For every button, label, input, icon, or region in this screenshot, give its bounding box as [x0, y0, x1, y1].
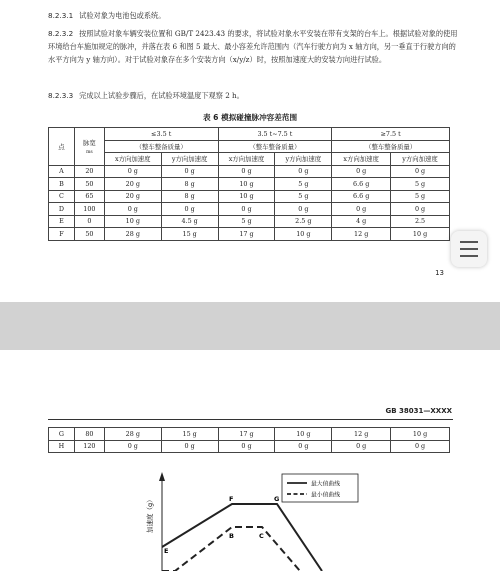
- table-cell: 10 g: [104, 215, 161, 228]
- table-cell: 6.6 g: [332, 190, 391, 203]
- table-caption: 表 6 模拟碰撞脉冲容差范围: [202, 113, 298, 122]
- header-pulse-unit: ms: [86, 149, 93, 155]
- standard-number: GB 38031—XXXX: [385, 407, 452, 415]
- hamburger-icon-bar: [460, 248, 478, 250]
- table-cell: 10 g: [391, 428, 450, 441]
- table-cell: H: [49, 440, 75, 453]
- clause-number: 8.2.3.3: [48, 91, 74, 100]
- clause-number: 8.2.3.1: [48, 11, 74, 20]
- header-mass: （整车整备质量）: [332, 140, 450, 153]
- table-cell: 2.5 g: [275, 215, 332, 228]
- table-cell: 50: [74, 178, 104, 191]
- paragraph-8-2-3-3: [48, 89, 463, 102]
- pulse-figure: [0, 350, 500, 571]
- table-cell: 0 g: [161, 440, 218, 453]
- table-cell: 120: [74, 440, 104, 453]
- table-cell: 0 g: [332, 203, 391, 216]
- header-y: y方向加速度: [275, 153, 332, 166]
- table-cell: 0 g: [391, 165, 450, 178]
- table-cell: 0 g: [218, 165, 275, 178]
- table-cell: 20 g: [104, 178, 161, 191]
- header-x: x方向加速度: [332, 153, 391, 166]
- table-cell: 0 g: [275, 440, 332, 453]
- header-pulse-label: 脉宽: [83, 138, 96, 147]
- hamburger-icon-bar: [460, 255, 478, 257]
- table-cell: 0 g: [218, 203, 275, 216]
- table-cell: 8 g: [161, 178, 218, 191]
- table-cell: 10 g: [275, 428, 332, 441]
- table-cell: 0 g: [391, 440, 450, 453]
- legend-min-label: 最小值曲线: [311, 492, 340, 499]
- legend-max-label: 最大值曲线: [311, 481, 340, 488]
- paragraph-8-2-3-2: [48, 27, 463, 66]
- table-cell: 5 g: [218, 215, 275, 228]
- table-cell: 50: [74, 228, 104, 241]
- table-cell: 0 g: [391, 203, 450, 216]
- table-cell: 5 g: [391, 190, 450, 203]
- document-page-2: [0, 350, 500, 571]
- header-x: x方向加速度: [218, 153, 275, 166]
- table-cell: 12 g: [332, 228, 391, 241]
- table-cell: 4.5 g: [161, 215, 218, 228]
- table-body: [49, 165, 450, 240]
- table-cell: 0 g: [275, 165, 332, 178]
- point-label-f: F: [229, 495, 234, 503]
- table-cell: 10 g: [218, 190, 275, 203]
- table-cell: 6.6 g: [332, 178, 391, 191]
- table-cell: 12 g: [332, 428, 391, 441]
- clause-text: 完成以上试验步骤后，在试验环境温度下观察 2 h。: [79, 91, 244, 100]
- table-cell: E: [49, 215, 75, 228]
- table-cell: 0 g: [161, 165, 218, 178]
- hamburger-icon: [460, 241, 478, 243]
- table-cell: 17 g: [218, 428, 275, 441]
- table-row: [49, 190, 450, 203]
- header-point: 点: [49, 128, 75, 166]
- y-axis-arrow: [159, 472, 165, 481]
- table-cell: 10 g: [218, 178, 275, 191]
- point-label-g: G: [274, 495, 280, 503]
- table-cell: 28 g: [104, 428, 161, 441]
- header-y: y方向加速度: [161, 153, 218, 166]
- table-cell: 0 g: [275, 203, 332, 216]
- table-cell: 20 g: [104, 190, 161, 203]
- clause-number: 8.2.3.2: [48, 29, 74, 38]
- table-cell: D: [49, 203, 75, 216]
- table-row: [49, 228, 450, 241]
- table-cell: 0 g: [104, 440, 161, 453]
- table-cell: 0 g: [332, 440, 391, 453]
- header-pulse: [74, 128, 104, 166]
- table-cell: 28 g: [104, 228, 161, 241]
- table-cell: 65: [74, 190, 104, 203]
- header-group-1: ≤3.5 t: [104, 128, 218, 141]
- table-cell: 0 g: [104, 165, 161, 178]
- table-cell: A: [49, 165, 75, 178]
- table-cell: 5 g: [275, 190, 332, 203]
- tolerance-table: [48, 127, 450, 241]
- table-cell: 0: [74, 215, 104, 228]
- paragraph-8-2-3-1: [48, 9, 463, 22]
- point-label-b: B: [229, 532, 234, 540]
- table-cell: 20: [74, 165, 104, 178]
- table-row: [49, 215, 450, 228]
- table-cell: 0 g: [161, 203, 218, 216]
- table-cell: 0 g: [218, 440, 275, 453]
- clause-text: 试验对象为电池包或系统。: [79, 11, 166, 20]
- table-cell: B: [49, 178, 75, 191]
- point-label-c: C: [259, 532, 264, 540]
- page-number: 13: [435, 269, 444, 277]
- header-mass: （整车整备质量）: [218, 140, 332, 153]
- table-cell: C: [49, 190, 75, 203]
- table-cell: G: [49, 428, 75, 441]
- max-curve: [162, 504, 322, 571]
- table-cell: 80: [74, 428, 104, 441]
- table-cell: 4 g: [332, 215, 391, 228]
- clause-text: 按照试验对象车辆安装位置和 GB/T 2423.43 的要求，将试验对象水平安装在带有支架的台车上。根据试验对象的使用环境给台车施加规定的脉冲，并落在表 6 和图 5 最大、最小容差允许范围内（汽车行驶方向为 x 轴方向，另一垂直于行驶方向的水平方向为 y 轴方向）。对于试验对象存在多个安装方向（x/y/z）时，按照加速度大的安装方向进行试验。: [48, 29, 458, 64]
- table-row: [49, 203, 450, 216]
- table-cell: 15 g: [161, 228, 218, 241]
- menu-button[interactable]: [451, 231, 487, 267]
- header-group-2: 3.5 t~7.5 t: [218, 128, 332, 141]
- table-cell: 15 g: [161, 428, 218, 441]
- table-cell: 17 g: [218, 228, 275, 241]
- table-cell: 0 g: [104, 203, 161, 216]
- header-x: x方向加速度: [104, 153, 161, 166]
- table-row: [49, 165, 450, 178]
- header-y: y方向加速度: [391, 153, 450, 166]
- table-cell: 10 g: [391, 228, 450, 241]
- table-row: [49, 178, 450, 191]
- table-cell: 100: [74, 203, 104, 216]
- y-axis-label: 加速度（g）: [146, 496, 154, 533]
- page-gap: [0, 302, 500, 350]
- header-group-3: ≥7.5 t: [332, 128, 450, 141]
- table-cell: 2.5: [391, 215, 450, 228]
- table-cell: 8 g: [161, 190, 218, 203]
- table-cell: 0 g: [332, 165, 391, 178]
- point-label-e: E: [164, 547, 169, 555]
- table-cell: 5 g: [391, 178, 450, 191]
- table-cell: 5 g: [275, 178, 332, 191]
- table-cell: 10 g: [275, 228, 332, 241]
- header-mass: （整车整备质量）: [104, 140, 218, 153]
- table-cell: F: [49, 228, 75, 241]
